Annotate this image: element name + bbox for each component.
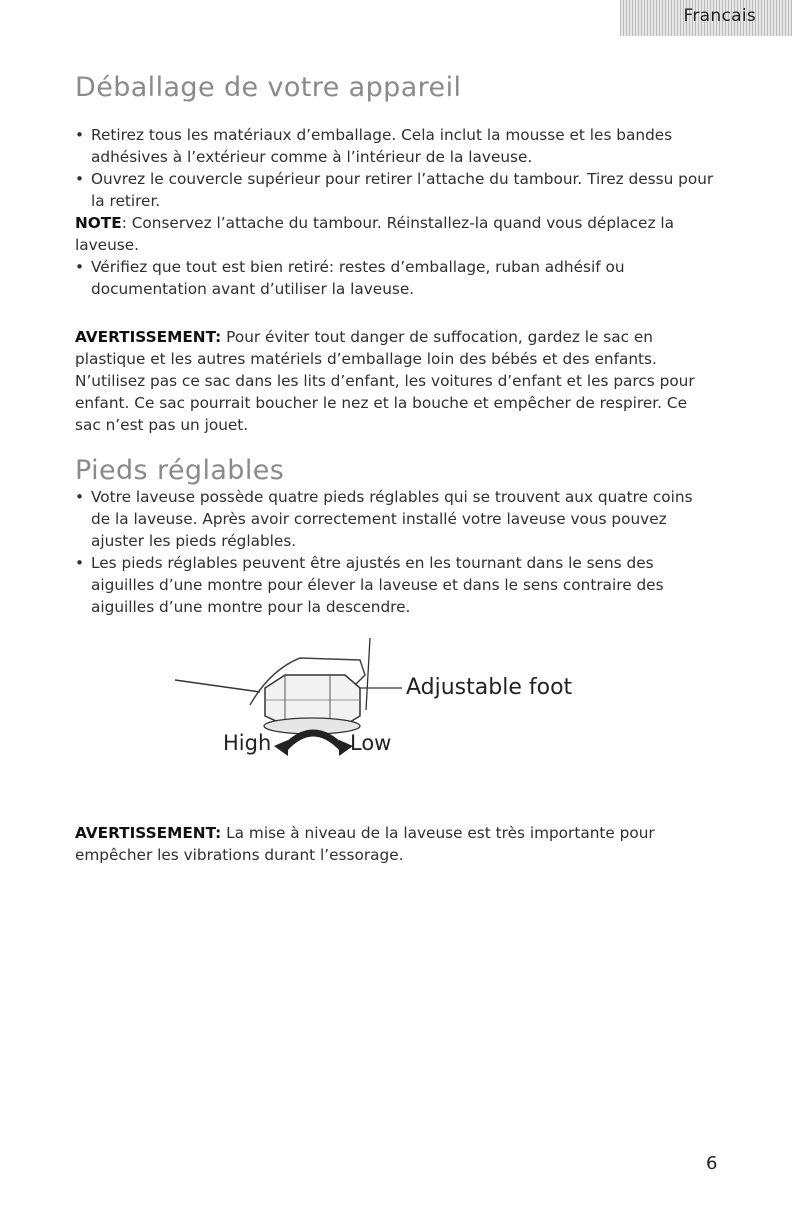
bullet-icon: • <box>75 554 85 572</box>
bullet-text: Ouvrez le couvercle supérieur pour retirer l’attache du tambour. Tirez dessu pour la retirer. <box>91 170 714 210</box>
adjustable-feet-title: Pieds réglables <box>75 455 285 486</box>
high-label: High <box>223 731 272 755</box>
bullet-icon: • <box>75 258 85 276</box>
leader-line <box>175 680 260 692</box>
bullet-item <box>75 486 715 552</box>
bullet-item <box>75 552 715 618</box>
language-tab <box>620 0 792 36</box>
adjustable-foot-diagram <box>170 630 630 780</box>
note-text: : Conservez l’attache du tambour. Réinstallez-la quand vous déplacez la laveuse. <box>75 214 674 254</box>
bullet-icon: • <box>75 170 85 188</box>
note-paragraph <box>75 212 715 256</box>
arrow-head-left-icon <box>274 740 288 756</box>
pointer-line <box>366 638 370 710</box>
bullet-icon: • <box>75 126 85 144</box>
feet-instructions <box>75 486 715 618</box>
language-tab-label: Francais <box>683 6 756 26</box>
suffocation-warning <box>75 326 715 436</box>
bullet-item <box>75 168 715 212</box>
warning-text: Pour éviter tout danger de suffocation, gardez le sac en plastique et les autres matériels d’emballage loin des bébés et des enfants. N’utilisez pas ce sac dans les lits d’enfant, les voitures d’enfant et les parcs pour enfant. Ce sac pourrait boucher le nez et la bouche et empêcher de respirer. Ce sac n’est pas un jouet. <box>75 328 695 434</box>
leveling-warning <box>75 822 715 866</box>
note-label: NOTE <box>75 214 122 232</box>
rotation-arrow-icon <box>285 733 342 748</box>
bullet-text: Vérifiez que tout est bien retiré: restes d’emballage, ruban adhésif ou documentation avant d’utiliser la laveuse. <box>91 258 625 298</box>
bullet-text: Retirez tous les matériaux d’emballage. Cela inclut la mousse et les bandes adhésives à l’extérieur comme à l’intérieur de la laveuse. <box>91 126 673 166</box>
bullet-item <box>75 124 715 168</box>
low-label: Low <box>350 731 392 755</box>
page-number: 6 <box>706 1153 718 1174</box>
warning-label: AVERTISSEMENT: <box>75 824 222 842</box>
adjustable-foot-label: Adjustable foot <box>406 675 573 700</box>
unpacking-instructions <box>75 124 715 300</box>
unpacking-title: Déballage de votre appareil <box>75 72 462 103</box>
bullet-item <box>75 256 715 300</box>
bullet-icon: • <box>75 488 85 506</box>
bullet-text: Les pieds réglables peuvent être ajustés en les tournant dans le sens des aiguilles d’une montre pour élever la laveuse et dans le sens contraire des aiguilles d’une montre pour la descendre. <box>91 554 664 616</box>
warning-label: AVERTISSEMENT: <box>75 328 222 346</box>
warning-text: La mise à niveau de la laveuse est très importante pour empêcher les vibrations durant l’essorage. <box>75 824 655 864</box>
bullet-text: Votre laveuse possède quatre pieds réglables qui se trouvent aux quatre coins de la laveuse. Après avoir correctement installé votre laveuse vous pouvez ajuster les pieds réglables. <box>91 488 693 550</box>
